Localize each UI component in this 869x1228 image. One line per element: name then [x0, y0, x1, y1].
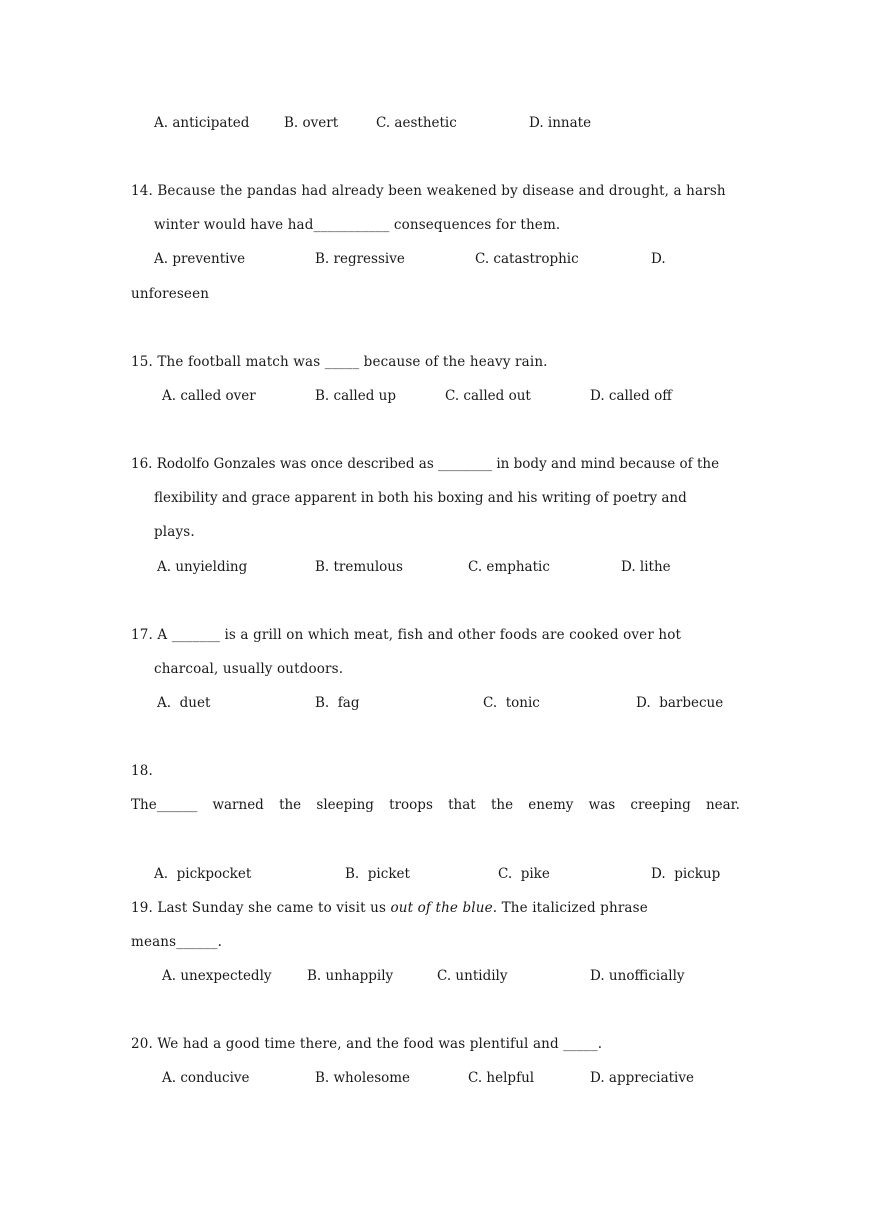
option-a: A. duet: [157, 695, 211, 711]
option-d: D. appreciative: [590, 1070, 694, 1086]
question-stem-line: 16. Rodolfo Gonzales was once described as ________ in body and mind because of the: [131, 456, 720, 472]
stem-word: The______: [131, 797, 198, 813]
option-a: A. unyielding: [157, 559, 248, 575]
option-c: C. called out: [445, 388, 531, 404]
option-d: D. lithe: [621, 559, 671, 575]
option-c: C. catastrophic: [475, 251, 579, 267]
option-d-text: unforeseen: [131, 286, 210, 302]
stem-word: near.: [705, 797, 740, 813]
option-c: C. untidily: [437, 968, 508, 984]
question-stem-line: 15. The football match was _____ because of the heavy rain.: [131, 354, 548, 370]
question-stem-line: means______.: [131, 934, 223, 950]
question-stem-line: winter would have had___________ consequences for them.: [154, 217, 561, 233]
question-stem-line: charcoal, usually outdoors.: [154, 661, 344, 677]
option-a: A. called over: [162, 388, 256, 404]
stem-word: that: [448, 797, 476, 813]
question-stem-line: 20. We had a good time there, and the food was plentiful and _____.: [131, 1036, 603, 1052]
question-number: 18.: [131, 763, 153, 779]
stem-word: enemy: [528, 797, 574, 813]
option-a: A. preventive: [154, 251, 246, 267]
question-stem-line: 14. Because the pandas had already been weakened by disease and drought, a harsh: [131, 183, 726, 199]
stem-word: creeping: [630, 797, 691, 813]
option-b: B. overt: [284, 115, 339, 131]
stem-word: warned: [212, 797, 264, 813]
option-d: D. pickup: [651, 866, 721, 882]
italicized-phrase: out of the blue: [390, 900, 493, 916]
option-a: A. conducive: [162, 1070, 250, 1086]
option-a: A. pickpocket: [154, 866, 252, 882]
question-stem-line: [131, 796, 740, 814]
option-b: B. wholesome: [315, 1070, 411, 1086]
option-c: C. aesthetic: [376, 115, 457, 131]
option-b: B. unhappily: [307, 968, 394, 984]
option-d: D. barbecue: [636, 695, 724, 711]
stem-word: the: [279, 797, 302, 813]
question-stem-line: flexibility and grace apparent in both his boxing and his writing of poetry and: [154, 490, 687, 506]
stem-word: was: [588, 797, 616, 813]
question-stem-line: 17. A _______ is a grill on which meat, fish and other foods are cooked over hot: [131, 627, 682, 643]
option-b: B. tremulous: [315, 559, 403, 575]
option-b: B. picket: [345, 866, 410, 882]
option-c: C. pike: [498, 866, 550, 882]
option-c: C. emphatic: [468, 559, 550, 575]
option-d: D. unofficially: [590, 968, 685, 984]
option-a: A. unexpectedly: [162, 968, 272, 984]
stem-text: 19. Last Sunday she came to visit us: [131, 900, 391, 916]
question-stem-line: plays.: [154, 524, 195, 540]
stem-word: troops: [389, 797, 433, 813]
option-b: B. fag: [315, 695, 360, 711]
stem-text: . The italicized phrase: [492, 900, 648, 916]
option-d: D.: [651, 251, 666, 267]
option-b: B. called up: [315, 388, 397, 404]
question-stem-line: [131, 899, 648, 917]
option-c: C. tonic: [483, 695, 540, 711]
option-d: D. called off: [590, 388, 672, 404]
stem-word: the: [490, 797, 514, 813]
option-c: C. helpful: [468, 1070, 535, 1086]
option-b: B. regressive: [315, 251, 405, 267]
option-a: A. anticipated: [154, 115, 250, 131]
stem-word: sleeping: [316, 797, 374, 813]
option-d: D. innate: [529, 115, 592, 131]
